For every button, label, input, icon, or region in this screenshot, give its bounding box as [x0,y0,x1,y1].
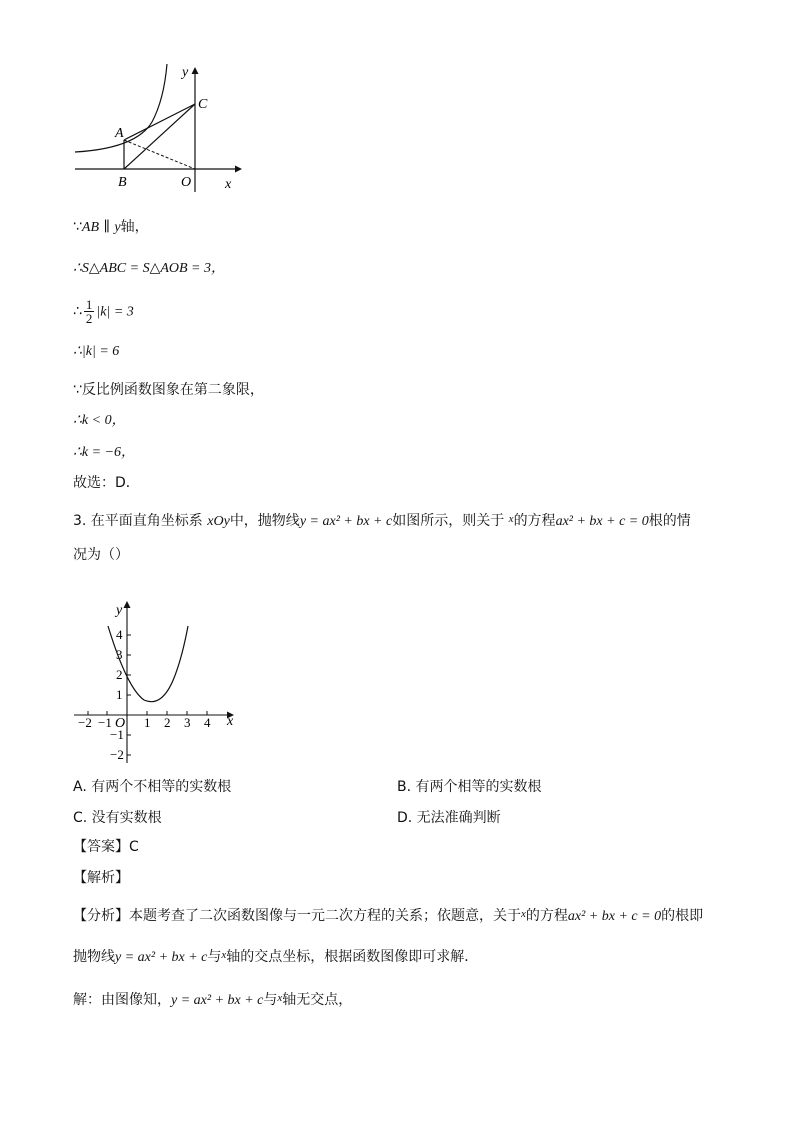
question-3-line-2: 况为（） [73,547,129,563]
label-o: O [181,175,192,190]
fig2-origin: O [115,716,126,731]
label-y: y [182,65,189,80]
fig2-xtick-neg1: −1 [98,715,112,730]
question-3-line-1: 3. 在平面直角坐标系 xOy中，抛物线y = ax² + bx + c如图所示，则关于 $^x$的方程ax² + bx + c = 0根的情 [73,513,691,529]
fig2-y-label: y [116,603,123,618]
solution-line-4: ∴|k| = 6 [73,344,120,359]
fig2-ytick-neg1: −1 [110,727,124,742]
option-a: A. 有两个不相等的实数根 [73,779,232,795]
answer-line: 【答案】C [73,839,139,855]
fig2-ytick-1: 1 [116,687,123,702]
label-c: C [198,97,208,112]
fraction-one-half: $\frac{1}{2}$ [85,297,93,326]
fig2-ytick-2: 2 [116,667,123,682]
fig2-ytick-neg2: −2 [110,747,124,762]
option-c: C. 没有实数根 [73,810,162,826]
fig2-xtick-1: 1 [144,715,151,730]
solution-line-8: 故选：D． [73,475,140,491]
figure-hyperbola-triangle [70,62,250,192]
solution-line-2: ∴S△ABC = S△AOB = 3， [73,261,225,276]
option-b: B. 有两个相等的实数根 [397,779,542,795]
figure-parabola-graph [72,598,242,768]
analysis-line-1: 【分析】本题考查了二次函数图像与一元二次方程的关系；依题意，关于$^x$的方程ax² + bx + c = 0的根即 [73,908,704,924]
solution-line-3: ∴ $\frac{1}{2}$ |k| = 3 [73,297,134,326]
label-b: B [118,175,127,190]
fig2-xtick-4: 4 [204,715,211,730]
analysis-line-2: 抛物线y = ax² + bx + c与$^x$轴的交点坐标，根据函数图像即可求解． [73,949,479,965]
fig2-x-label: x [227,714,234,729]
label-a: A [115,126,124,141]
analysis-heading: 【解析】 [73,870,129,886]
solution-line-7: ∴k = −6， [73,445,136,460]
analysis-line-3: 解：由图像知，y = ax² + bx + c与$^x$轴无交点， [73,992,353,1008]
label-x: x [225,177,232,192]
solution-line-6: ∴k < 0， [73,413,126,428]
fig2-ytick-3: 3 [116,647,123,662]
solution-line-5: ∵反比例函数图象在第二象限， [73,382,264,398]
fig2-xtick-neg2: −2 [78,715,92,730]
fig2-xtick-2: 2 [164,715,171,730]
fig2-xtick-3: 3 [184,715,191,730]
fig2-ytick-4: 4 [116,627,123,642]
option-d: D. 无法准确判断 [397,810,501,826]
solution-line-1: ∵AB ∥ y轴， [73,219,149,235]
